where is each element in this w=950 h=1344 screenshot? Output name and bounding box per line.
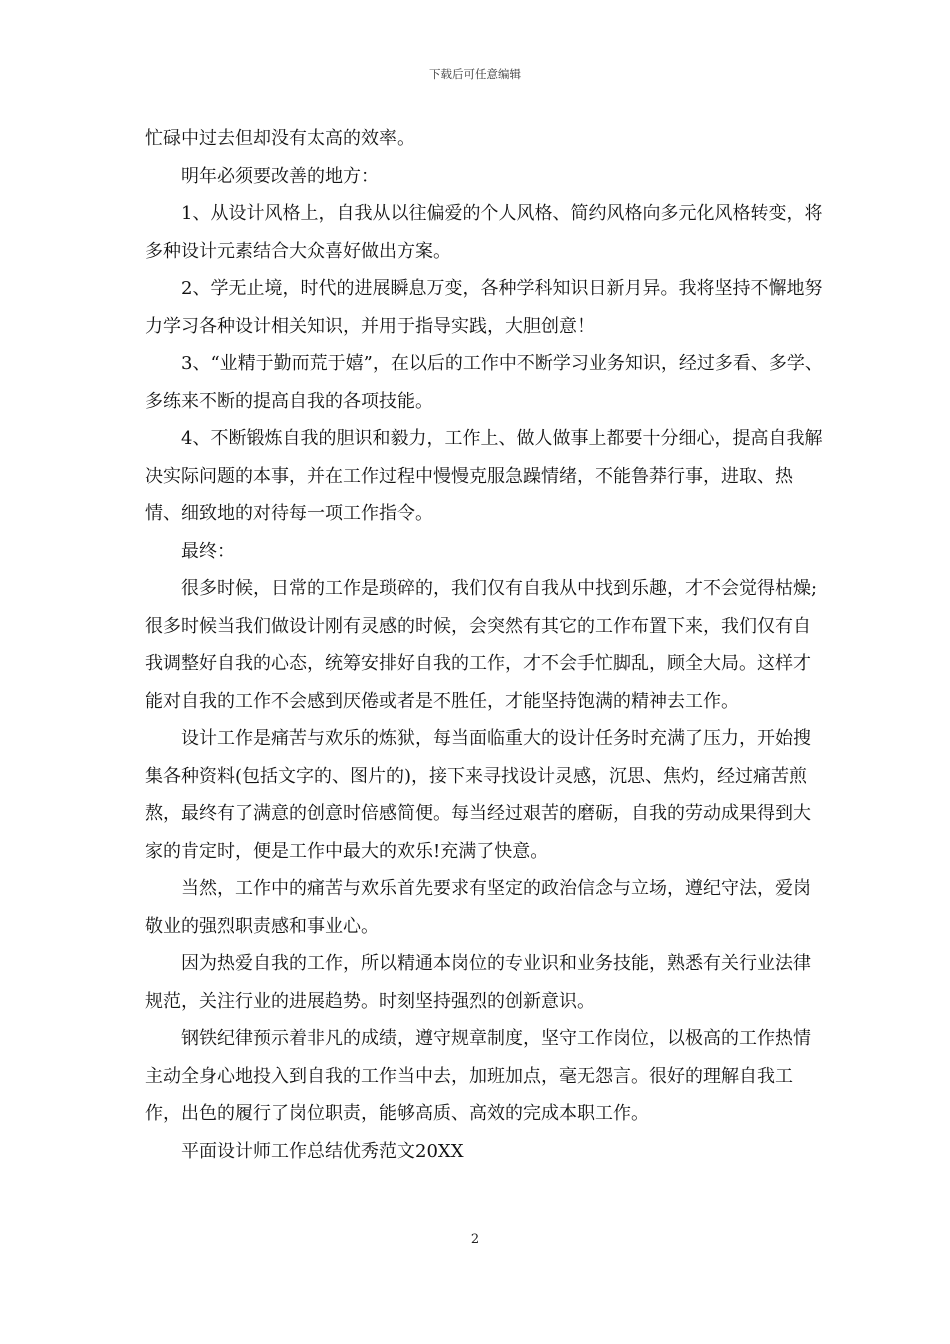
page-header: 下载后可任意编辑: [429, 67, 521, 81]
paragraph: 4、不断锻炼自我的胆识和毅力，工作上、做人做事上都要十分细心，提高自我解决实际问题的本事，并在工作过程中慢慢克服急躁情绪，不能鲁莽行事，进取、热情、细致地的对待每一项工作指令。: [145, 428, 823, 524]
paragraph: 3、“业精于勤而荒于嬉”，在以后的工作中不断学习业务知识，经过多看、多学、多练来不断的提高自我的各项技能。: [145, 353, 823, 412]
paragraph: 1、从设计风格上，自我从以往偏爱的个人风格、简约风格向多元化风格转变，将多种设计元素结合大众喜好做出方案。: [145, 203, 823, 262]
paragraph: 2、学无止境，时代的进展瞬息万变，各种学科知识日新月异。我将坚持不懈地努力学习各种设计相关知识，并用于指导实践，大胆创意！: [145, 278, 823, 337]
paragraph: 因为热爱自我的工作，所以精通本岗位的专业识和业务技能，熟悉有关行业法律规范，关注行业的进展趋势。时刻坚持强烈的创新意识。: [145, 953, 811, 1012]
paragraph: 最终：: [181, 540, 235, 562]
document-body: [145, 120, 825, 1170]
paragraph: 很多时候，日常的工作是琐碎的，我们仅有自我从中找到乐趣，才不会觉得枯燥;很多时候当我们做设计刚有灵感的时候，会突然有其它的工作布置下来，我们仅有自我调整好自我的心态，统筹安排好自我的工作，才不会手忙脚乱，顾全大局。这样才能对自我的工作不会感到厌倦或者是不胜任，才能坚持饱满的精神去工作。: [145, 578, 818, 712]
paragraph: 设计工作是痛苦与欢乐的炼狱，每当面临重大的设计任务时充满了压力，开始搜集各种资料(包括文字的、图片的)，接下来寻找设计灵感，沉思、焦灼，经过痛苦煎熬，最终有了满意的创意时倍感简便。每当经过艰苦的磨砺，自我的劳动成果得到大家的肯定时，便是工作中最大的欢乐!充满了快意。: [145, 728, 811, 862]
page-number: 2: [470, 1232, 480, 1247]
paragraph: 明年必须要改善的地方：: [181, 165, 379, 187]
paragraph: 忙碌中过去但却没有太高的效率。: [145, 128, 415, 149]
paragraph: 当然，工作中的痛苦与欢乐首先要求有坚定的政治信念与立场，遵纪守法，爱岗敬业的强烈职责感和事业心。: [145, 878, 811, 937]
paragraph: 钢铁纪律预示着非凡的成绩，遵守规章制度，坚守工作岗位，以极高的工作热情主动全身心地投入到自我的工作当中去，加班加点，毫无怨言。很好的理解自我工作，出色的履行了岗位职责，能够高质、高效的完成本职工作。: [145, 1028, 811, 1124]
section-title: 平面设计师工作总结优秀范文20XX: [181, 1140, 464, 1162]
